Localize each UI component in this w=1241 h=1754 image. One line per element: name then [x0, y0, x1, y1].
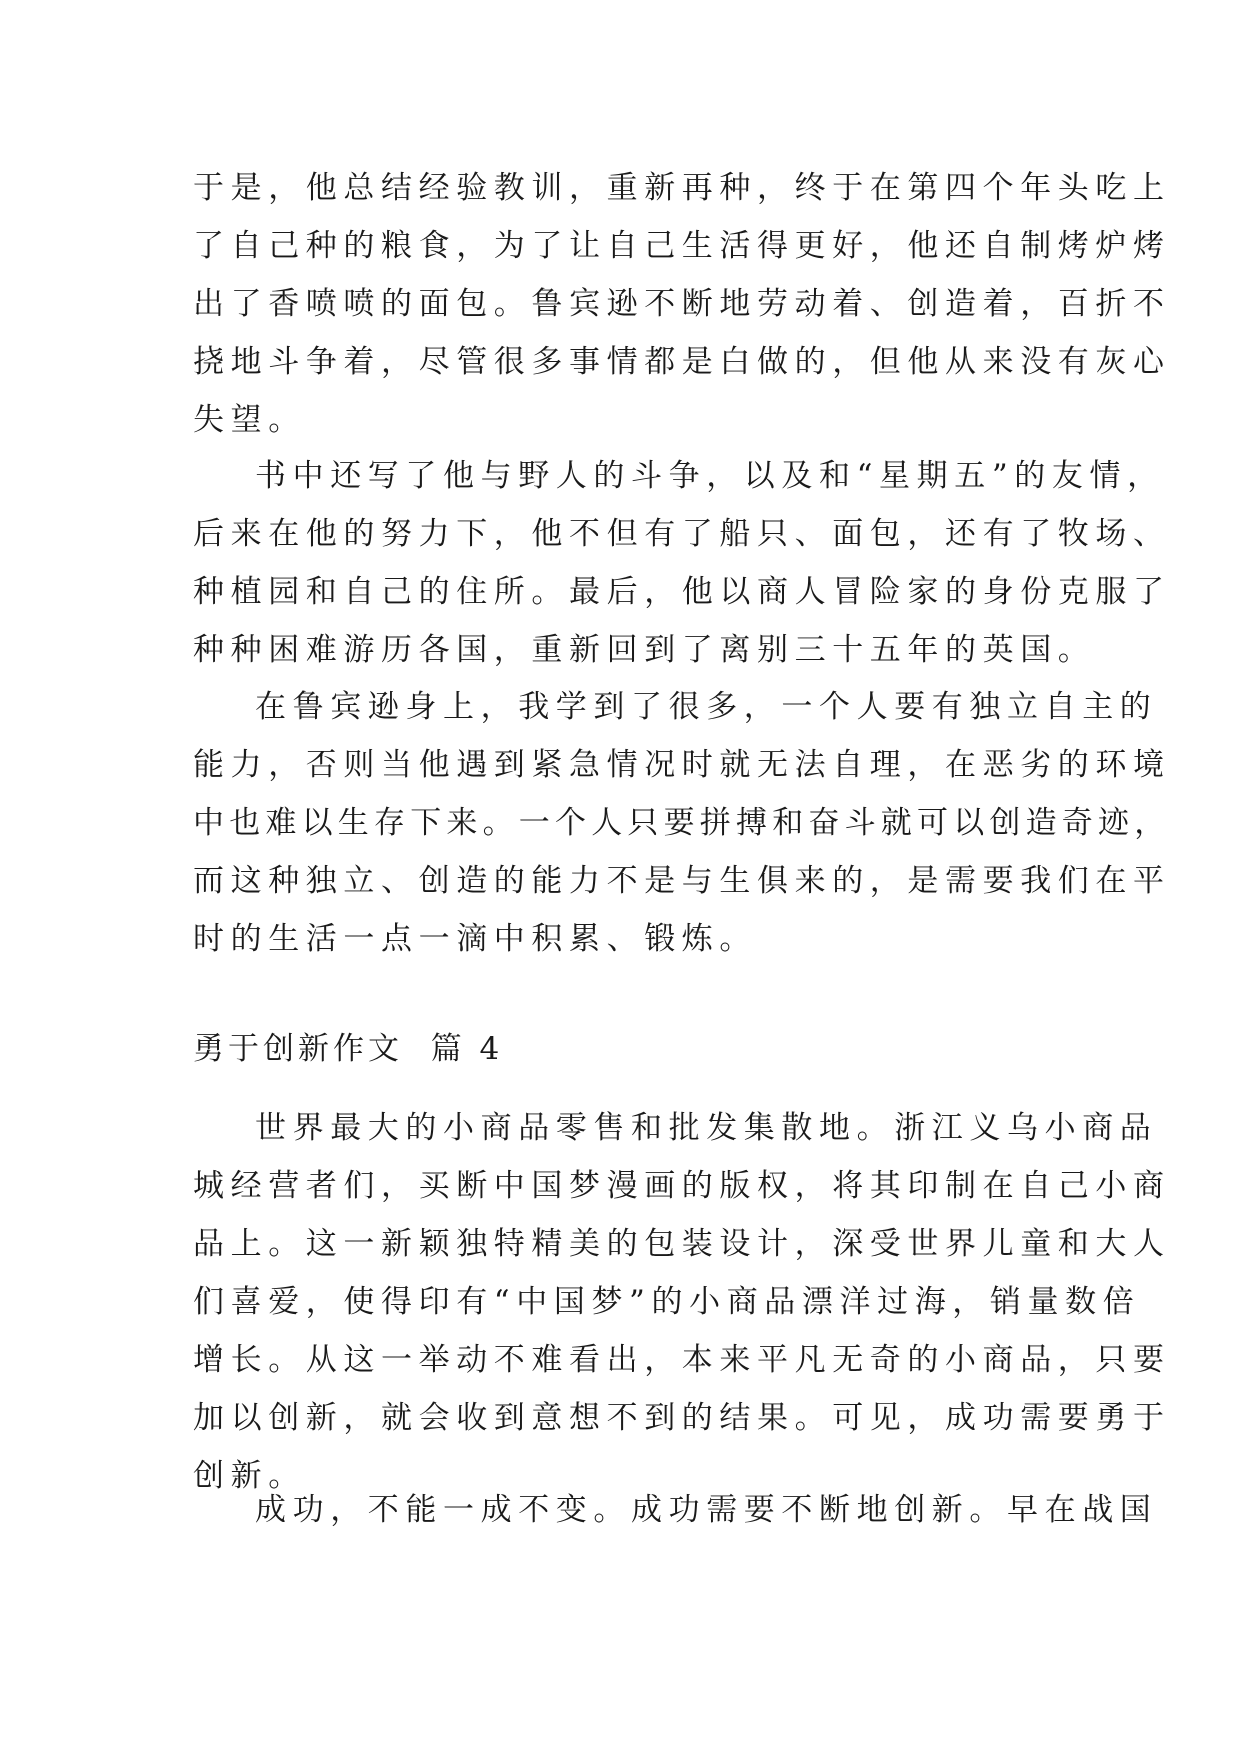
paragraph-line: 后来在他的努力下，他不但有了船只、面包，还有了牧场、	[193, 516, 1171, 552]
paragraph-line: 世界最大的小商品零售和批发集散地。浙江义乌小商品	[255, 1110, 1158, 1146]
paragraph-line: 在鲁宾逊身上，我学到了很多，一个人要有独立自主的	[255, 689, 1158, 725]
paragraph-line: 创新。	[193, 1458, 306, 1494]
paragraph-line: 们喜爱，使得印有“中国梦”的小商品漂洋过海，销量数倍	[193, 1284, 1141, 1320]
paragraph-line: 成功，不能一成不变。成功需要不断地创新。早在战国	[255, 1492, 1158, 1528]
paragraph-line: 书中还写了他与野人的斗争，以及和“星期五”的友情，	[255, 458, 1165, 494]
paragraph-line: 失望。	[193, 402, 306, 438]
paragraph-line: 出了香喷喷的面包。鲁宾逊不断地劳动着、创造着，百折不	[193, 286, 1171, 322]
paragraph-line: 加以创新，就会收到意想不到的结果。可见，成功需要勇于	[193, 1400, 1171, 1436]
paragraph-line: 品上。这一新颖独特精美的包装设计，深受世界儿童和大人	[193, 1226, 1171, 1262]
paragraph-line: 而这种独立、创造的能力不是与生俱来的，是需要我们在平	[193, 863, 1171, 899]
paragraph-line: 时的生活一点一滴中积累、锻炼。	[193, 921, 757, 957]
paragraph-line: 中也难以生存下来。一个人只要拼搏和奋斗就可以创造奇迹，	[193, 805, 1171, 841]
paragraph-line: 了自己种的粮食，为了让自己生活得更好，他还自制烤炉烤	[193, 228, 1171, 264]
paragraph-line: 种种困难游历各国，重新回到了离别三十五年的英国。	[193, 632, 1096, 668]
paragraph-line: 种植园和自己的住所。最后，他以商人冒险家的身份克服了	[193, 574, 1171, 610]
paragraph-line: 增长。从这一举动不难看出，本来平凡无奇的小商品，只要	[193, 1342, 1171, 1378]
section-heading: 勇于创新作文 篇 4	[193, 1031, 504, 1067]
paragraph-line: 于是，他总结经验教训，重新再种，终于在第四个年头吃上	[193, 170, 1171, 206]
paragraph-line: 城经营者们，买断中国梦漫画的版权，将其印制在自己小商	[193, 1168, 1171, 1204]
paragraph-line: 能力，否则当他遇到紧急情况时就无法自理，在恶劣的环境	[193, 747, 1171, 783]
paragraph-line: 挠地斗争着，尽管很多事情都是白做的，但他从来没有灰心	[193, 344, 1171, 380]
